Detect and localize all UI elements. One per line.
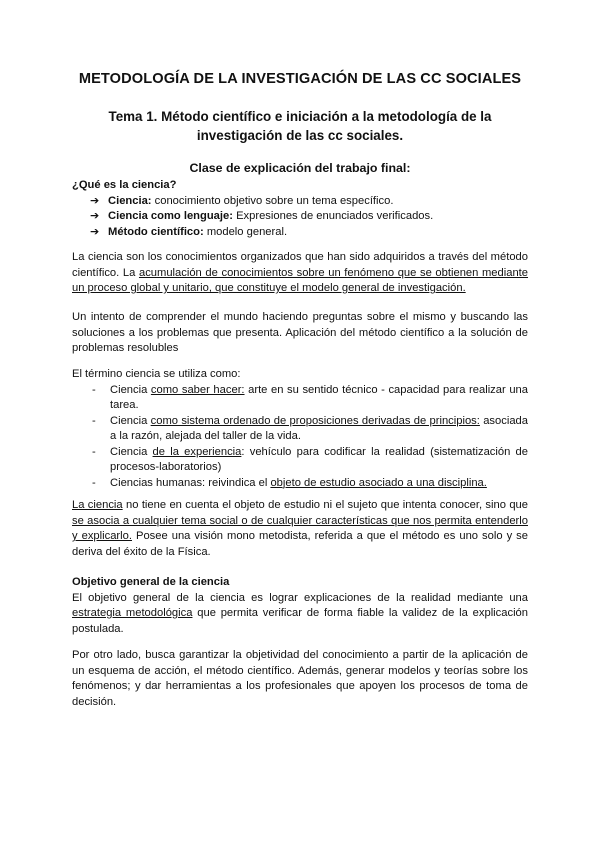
list-item xyxy=(90,194,528,210)
paragraph-1 xyxy=(72,250,528,297)
item-text: conocimiento objetivo sobre un tema específico. xyxy=(151,194,394,207)
list-item xyxy=(90,225,528,241)
item-text: Ciencias humanas: reivindica el xyxy=(110,476,271,489)
objective-heading: Objetivo general de la ciencia xyxy=(72,576,230,588)
underlined-text: como saber hacer: xyxy=(150,383,245,396)
arrow-icon: ➔ xyxy=(90,225,100,238)
paragraph-2: Un intento de comprender el mundo haciendo preguntas sobre el mismo y buscando las soluciones a los problemas que presenta. Aplicación del método científico a la solución de problemas resolubles xyxy=(72,311,528,354)
item-term: Ciencia: xyxy=(108,194,152,207)
dash-icon: - xyxy=(92,445,96,458)
arrow-list xyxy=(72,194,528,241)
question-heading: ¿Qué es la ciencia? xyxy=(72,179,177,191)
underlined-text: objeto de estudio asociado a una disciplina. xyxy=(270,476,487,489)
section-heading: Clase de explicación del trabajo final: xyxy=(189,161,411,175)
dash-icon: - xyxy=(92,476,96,489)
list-item xyxy=(92,445,528,476)
paragraph-text: que permita verificar de forma fiable la validez de la explicación postulada. xyxy=(72,607,528,635)
paragraph-6: Por otro lado, busca garantizar la objetividad del conocimiento a partir de la aplicación de un esquema de acción, el método científico. Además, generar modelos y teorías sobre los fenómenos; y dar herramientas a los profesionales que apoyen los procesos de toma de decisión. xyxy=(72,649,528,708)
item-text: arte en su sentido técnico - capacidad para realizar una tarea. xyxy=(110,383,528,411)
paragraph-text: no tiene en cuenta el objeto de estudio ni el sujeto que intenta conocer, sino que xyxy=(122,499,528,511)
science-definitions xyxy=(72,178,528,240)
objective-section xyxy=(72,575,528,637)
underlined-text: se asocia a cualquier tema social o de cualquier características que nos permita entenderlo y explicarlo. xyxy=(72,514,528,542)
paragraph-intro: El término ciencia se utiliza como: xyxy=(72,368,241,380)
science-usage xyxy=(72,367,528,491)
paragraph-5 xyxy=(72,591,528,638)
dash-list xyxy=(72,383,528,492)
paragraph-text: El objetivo general de la ciencia es lograr explicaciones de la realidad mediante una xyxy=(72,591,528,604)
underlined-text: acumulación de conocimientos sobre un fenómeno que se obtienen mediante un proceso global y unitario, que constituye el modelo general de investigación. xyxy=(72,266,529,294)
item-text: : vehículo para codificar la realidad (sistematización de procesos-laboratorios) xyxy=(110,445,528,473)
dash-icon: - xyxy=(92,414,96,427)
item-text: Ciencia xyxy=(110,445,153,458)
item-text: asociada a la razón, alejada del taller de la vida. xyxy=(110,414,528,442)
underlined-text: estrategia metodológica xyxy=(72,607,193,619)
list-item xyxy=(90,209,528,225)
dash-icon: - xyxy=(92,383,96,396)
document-subtitle: Tema 1. Método científico e iniciación a la metodología de la investigación de las cc sociales. xyxy=(108,109,492,143)
item-text: Ciencia xyxy=(110,383,151,396)
item-text: Ciencia xyxy=(110,414,151,427)
list-item xyxy=(92,383,528,414)
item-text: modelo general. xyxy=(203,225,288,238)
underlined-text: como sistema ordenado de proposiciones derivadas de principios: xyxy=(150,414,480,427)
underlined-text: de la experiencia xyxy=(152,445,242,458)
arrow-icon: ➔ xyxy=(90,210,100,222)
item-term: Ciencia como lenguaje: xyxy=(108,210,233,222)
document-title: METODOLOGÍA DE LA INVESTIGACIÓN DE LAS CC SOCIALES xyxy=(78,71,522,87)
list-item xyxy=(92,414,528,445)
paragraph-4 xyxy=(72,498,528,560)
arrow-icon: ➔ xyxy=(90,194,100,207)
item-term: Método científico: xyxy=(108,225,204,238)
list-item xyxy=(92,476,528,492)
item-text: Expresiones de enunciados verificados. xyxy=(232,210,434,222)
paragraph-text: Posee una visión mono metodista, referida a que el método es uno solo y se deriva del éxito de la Física. xyxy=(72,530,529,558)
paragraph-text: La ciencia son los conocimientos organizados que han sido adquiridos a través del método científico. La xyxy=(72,251,528,279)
underlined-text: La ciencia xyxy=(72,499,123,511)
